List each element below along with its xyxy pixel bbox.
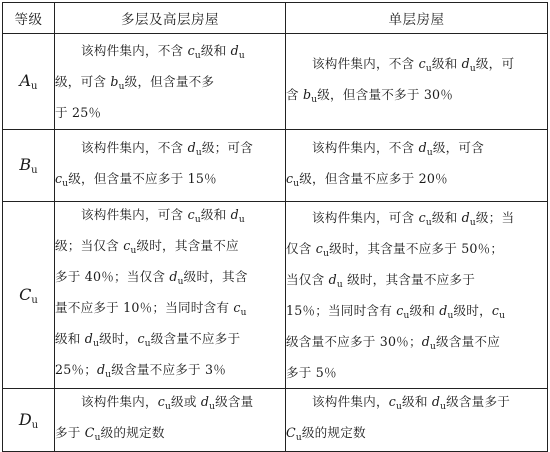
grade-symbol: $b_u$ — [110, 74, 125, 92]
desc-line: 该构件集内，不含 $d_u$级，可含 — [312, 139, 485, 158]
single-storey-desc — [286, 202, 548, 389]
grade-symbol: $d_u$ — [418, 139, 433, 158]
grade-symbol: $d_u$ — [169, 269, 184, 287]
desc-line: 该构件集内，可含 $c_u$级和 $d_u$ — [81, 207, 245, 225]
desc-line: $C_u$级的规定数 — [286, 425, 366, 443]
desc-line: 级；当仅含 $c_u$级时，其含量不应 — [55, 238, 239, 256]
desc-line: 级，可含 $b_u$级，但含量不多 — [55, 74, 215, 92]
desc-line: 级和 $d_u$级时，$c_u$级含量不应多于 — [55, 331, 241, 349]
grade-symbol: $c_u$ — [187, 43, 201, 61]
desc-line: 该构件集内，不含 $c_u$级和 $d_u$级，可 — [312, 55, 515, 74]
grade-symbol: $c_u$ — [233, 300, 247, 318]
grade-symbol: $c_u$ — [123, 238, 137, 256]
grade-symbol: $c_u$ — [55, 170, 69, 189]
desc-line: 当仅含 $d_u$ 级时，其含量不应多于 — [286, 272, 476, 290]
grade-symbol: $C_u$ — [286, 425, 302, 443]
grade-symbol: $d_u$ — [200, 394, 216, 412]
table-row — [3, 130, 548, 202]
desc-line: 该构件集内，不含 $d_u$级；可含 — [81, 139, 254, 158]
desc-line: 含 $b_u$级，但含量不多于 30％ — [286, 86, 454, 105]
grade-letter: C — [19, 284, 32, 304]
header-multi-storey: 多层及高层房屋 — [55, 3, 286, 34]
grade-symbol: $d_u$ — [328, 272, 343, 290]
grade-letter: B — [19, 155, 32, 174]
grade-cell — [3, 202, 55, 389]
desc-line: 级含量不应多于 30％；$d_u$级含量不应 — [286, 334, 501, 352]
grade-cell — [3, 34, 55, 130]
grade-subscript: u — [31, 165, 38, 176]
header-row — [3, 3, 548, 34]
grade-symbol: $c_u$ — [396, 303, 410, 321]
desc-line: 该构件集内，$c_u$级和 $d_u$级含量多于 — [312, 394, 511, 412]
grade-symbol: $c_u$ — [315, 241, 330, 259]
desc-line: 于 25％ — [55, 105, 102, 120]
desc-line: 该构件集内，不含 $c_u$级和 $d_u$ — [81, 43, 245, 61]
table-row — [3, 34, 548, 130]
grade-symbol: $c_u$ — [418, 55, 432, 74]
multi-storey-desc — [55, 202, 286, 389]
desc-line: $c_u$级，但含量不应多于 20％ — [286, 170, 448, 189]
grade-symbol: $d_u$ — [84, 331, 100, 349]
single-storey-desc — [286, 389, 548, 452]
grade-symbol: $d_u$ — [461, 55, 476, 74]
table-frame — [2, 2, 547, 443]
grade-symbol: $d_u$ — [230, 43, 245, 61]
desc-line: 仅含 $c_u$级时，其含量不应多于 50％； — [286, 241, 504, 259]
desc-line: 量不应多于 10％；当同时含有 $c_u$ — [55, 300, 247, 318]
grade-symbol: $c_u$ — [388, 394, 403, 412]
header-grade: 等级 — [3, 3, 55, 34]
grade-symbol: $d_u$ — [421, 334, 437, 352]
desc-line: 15％；当同时含有 $c_u$级和 $d_u$级时，$c_u$ — [286, 303, 506, 321]
header-single-storey: 单层房屋 — [286, 3, 548, 34]
desc-line: 该构件集内，可含 $c_u$级和 $d_u$级；当 — [312, 210, 515, 228]
grade-symbol: $d_u$ — [97, 362, 112, 380]
grade-symbol: $c_u$ — [491, 303, 506, 321]
grade-cell — [3, 389, 55, 452]
grade-symbol: $C_u$ — [84, 425, 101, 443]
table-row — [3, 202, 548, 389]
grade-symbol: $c_u$ — [187, 207, 201, 225]
grade-symbol: $b_u$ — [303, 86, 318, 105]
grade-symbol: $d_u$ — [461, 210, 476, 228]
desc-line: 多于 40％；当仅含 $d_u$级时，其含 — [55, 269, 248, 287]
desc-line: $c_u$级，但含量不应多于 15％ — [55, 170, 217, 189]
grade-subscript: u — [31, 81, 38, 92]
grade-symbol: $d_u$ — [439, 303, 454, 321]
single-storey-desc — [286, 130, 548, 202]
desc-line: 25％；$d_u$级含量不应多于 3％ — [55, 362, 227, 380]
grade-letter: D — [18, 409, 32, 429]
grade-letter: A — [19, 71, 32, 90]
multi-storey-desc — [55, 130, 286, 202]
grade-symbol: $c_u$ — [157, 394, 172, 412]
grade-symbol: $c_u$ — [137, 331, 151, 349]
grade-symbol: $c_u$ — [286, 170, 300, 189]
grade-symbol: $d_u$ — [431, 394, 447, 412]
grade-symbol: $d_u$ — [187, 139, 202, 158]
multi-storey-desc — [55, 389, 286, 452]
desc-line: 多于 $C_u$级的规定数 — [55, 425, 165, 443]
grade-symbol: $c_u$ — [418, 210, 432, 228]
grade-symbol: $d_u$ — [230, 207, 245, 225]
grade-cell — [3, 130, 55, 202]
grade-subscript: u — [31, 294, 38, 306]
desc-line: 多于 5％ — [286, 365, 337, 380]
grade-subscript: u — [31, 419, 39, 431]
multi-storey-desc — [55, 34, 286, 130]
table-row — [3, 389, 548, 452]
desc-line: 该构件集内，$c_u$级或 $d_u$级含量 — [81, 394, 254, 412]
grade-table — [2, 2, 548, 452]
single-storey-desc — [286, 34, 548, 130]
